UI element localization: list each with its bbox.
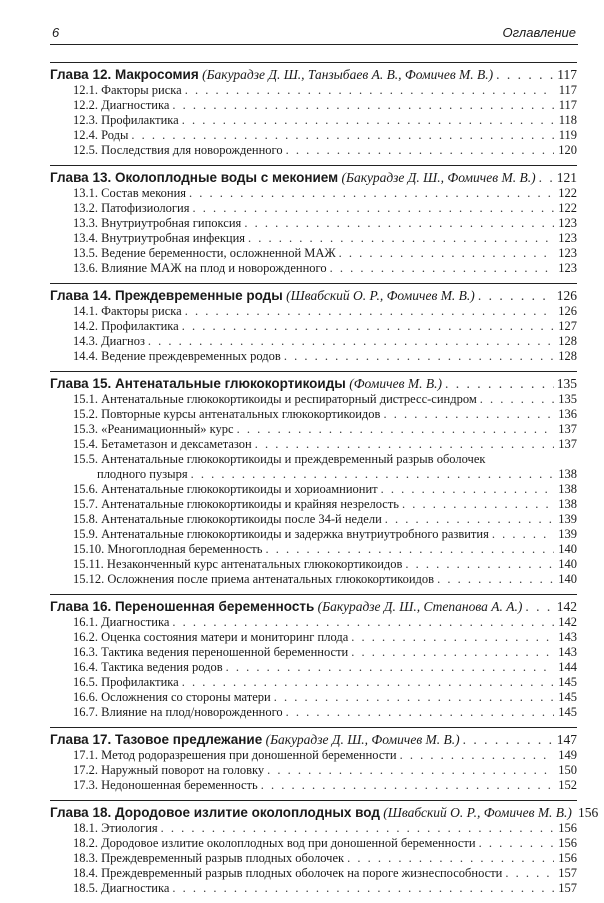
section-title: 15.6. Антенатальные глюкокортикоиды и хориоамнионит	[73, 482, 378, 496]
section-row[interactable]	[50, 675, 577, 690]
section-row[interactable]	[50, 512, 577, 527]
dot-leader	[385, 512, 554, 527]
section-page: 119	[558, 128, 577, 142]
chapter-page: 121	[556, 170, 577, 185]
chapter-row[interactable]	[50, 287, 577, 304]
section-row[interactable]	[50, 246, 577, 261]
section-title: 16.5. Профилактика	[73, 675, 179, 689]
section-row[interactable]	[50, 572, 577, 587]
dot-leader	[261, 778, 554, 793]
section-title: 17.3. Недоношенная беременность	[73, 778, 258, 792]
chapter-title-text: Глава 17. Тазовое предлежание	[50, 732, 263, 747]
section-row[interactable]	[50, 113, 577, 128]
dot-leader	[339, 246, 554, 261]
dot-leader	[525, 598, 553, 615]
dot-leader	[437, 572, 554, 587]
section-page: 138	[558, 482, 577, 496]
dot-leader	[226, 660, 554, 675]
section-page: 157	[558, 881, 577, 895]
chapter-block	[50, 594, 577, 720]
dot-leader	[182, 675, 554, 690]
table-of-contents	[50, 62, 599, 903]
chapter-row[interactable]	[50, 169, 577, 186]
section-title: 16.6. Осложнения со стороны матери	[73, 690, 271, 704]
section-title: 15.10. Многоплодная беременность	[73, 542, 263, 556]
section-title: 18.1. Этиология	[73, 821, 158, 835]
section-row[interactable]	[50, 660, 577, 675]
dot-leader	[189, 186, 554, 201]
dot-leader	[131, 128, 554, 143]
dot-leader	[383, 407, 554, 422]
section-row[interactable]	[50, 261, 577, 276]
section-title: 15.3. «Реанимационный» курс	[73, 422, 234, 436]
dot-leader	[463, 731, 554, 748]
section-row[interactable]	[50, 645, 577, 660]
section-title: 13.4. Внутриутробная инфекция	[73, 231, 246, 245]
chapter-authors: (Швабский О. Р., Фомичев М. В.)	[383, 805, 572, 820]
section-title: 14.4. Ведение преждевременных родов	[73, 349, 281, 363]
section-page: 140	[558, 542, 577, 556]
chapter-page: 147	[556, 732, 577, 747]
section-row[interactable]	[50, 497, 577, 512]
section-row[interactable]	[50, 778, 577, 793]
chapter-title-text: Глава 14. Преждевременные роды	[50, 288, 283, 303]
section-title: 15.1. Антенатальные глюкокортикоиды и респираторный дистресс-синдром	[73, 392, 477, 406]
dot-leader	[480, 392, 554, 407]
section-page: 139	[558, 527, 577, 541]
section-title: 18.4. Преждевременный разрыв плодных оболочек на пороге жизнеспособности	[73, 866, 503, 880]
dot-leader	[182, 113, 554, 128]
page-header	[50, 22, 578, 45]
section-title: 12.5. Последствия для новорожденного	[73, 143, 283, 157]
section-title: 18.5. Диагностика	[73, 881, 170, 895]
section-page: 123	[558, 216, 577, 230]
dot-leader	[351, 630, 554, 645]
section-row[interactable]	[50, 690, 577, 705]
chapter-page: 135	[556, 376, 577, 391]
section-page: 144	[558, 660, 577, 674]
section-title: 15.8. Антенатальные глюкокортикоиды после 34-й недели	[73, 512, 382, 526]
section-row[interactable]	[50, 83, 577, 98]
section-title: 13.2. Патофизиология	[73, 201, 190, 215]
section-title: 16.2. Оценка состояния матери и мониторинг плода	[73, 630, 349, 644]
section-page: 117	[558, 83, 577, 97]
section-row[interactable]	[50, 542, 577, 557]
chapter-title-text: Глава 15. Антенатальные глюкокортикоиды	[50, 376, 346, 391]
dot-leader	[185, 304, 554, 319]
section-row[interactable]	[50, 705, 577, 720]
chapter-authors: (Фомичев М. В.)	[349, 376, 442, 391]
dot-leader	[400, 748, 554, 763]
section-page: 156	[558, 821, 577, 835]
section-title: 16.7. Влияние на плод/новорожденного	[73, 705, 283, 719]
section-page: 150	[558, 763, 577, 777]
dot-leader	[255, 437, 554, 452]
chapter-block	[50, 283, 577, 364]
dot-leader	[172, 98, 554, 113]
dot-leader	[172, 615, 554, 630]
section-row[interactable]	[50, 881, 577, 896]
section-title: 14.2. Профилактика	[73, 319, 179, 333]
chapter-block	[50, 165, 577, 276]
section-row[interactable]	[50, 143, 577, 158]
section-row-continued[interactable]	[50, 467, 577, 482]
section-page: 138	[558, 467, 577, 481]
section-title: 14.3. Диагноз	[73, 334, 145, 348]
chapter-title-text: Глава 12. Макросомия	[50, 67, 199, 82]
section-page: 140	[558, 557, 577, 571]
section-title: 15.5. Антенатальные глюкокортикоиды и преждевременный разрыв оболочек	[73, 452, 486, 466]
chapter-authors: (Бакурадзе Д. Ш., Фомичев М. В.)	[341, 170, 536, 185]
dot-leader	[248, 231, 554, 246]
dot-leader	[496, 66, 554, 83]
dot-leader	[445, 375, 554, 392]
dot-leader	[405, 557, 554, 572]
section-title: 15.11. Незаконченный курс антенатальных глюкокортикоидов	[73, 557, 403, 571]
section-row[interactable]	[50, 763, 577, 778]
dot-leader	[244, 216, 554, 231]
section-title: 17.1. Метод родоразрешения при доношенной беременности	[73, 748, 397, 762]
chapter-title-text: Глава 18. Дородовое излитие околоплодных вод	[50, 805, 380, 820]
section-row[interactable]	[50, 186, 577, 201]
section-page: 126	[558, 304, 577, 318]
dot-leader	[492, 527, 554, 542]
chapter-title-text: Глава 16. Переношенная беременность	[50, 599, 315, 614]
chapter-authors: (Бакурадзе Д. Ш., Фомичев М. В.)	[265, 732, 460, 747]
section-page: 137	[558, 437, 577, 451]
chapter-row[interactable]	[50, 66, 577, 83]
dot-leader	[347, 851, 554, 866]
section-title: 18.3. Преждевременный разрыв плодных оболочек	[73, 851, 345, 865]
section-title: 16.3. Тактика ведения переношенной беременности	[73, 645, 349, 659]
section-row[interactable]	[50, 422, 577, 437]
section-page: 127	[558, 319, 577, 333]
section-page: 142	[558, 615, 577, 629]
section-page: 123	[558, 231, 577, 245]
section-page: 138	[558, 497, 577, 511]
dot-leader	[192, 201, 554, 216]
section-title: 16.1. Диагностика	[73, 615, 170, 629]
dot-leader	[381, 482, 554, 497]
section-row[interactable]	[50, 615, 577, 630]
section-row[interactable]	[50, 630, 577, 645]
section-page: 156	[558, 851, 577, 865]
chapter-authors: (Бакурадзе Д. Ш., Танзыбаев А. В., Фомичев М. В.)	[202, 67, 494, 82]
chapter-authors: (Швабский О. Р., Фомичев М. В.)	[286, 288, 475, 303]
section-title: 14.1. Факторы риска	[73, 304, 182, 318]
chapter-title	[50, 375, 442, 392]
section-page: 120	[558, 143, 577, 157]
dot-leader	[478, 287, 554, 304]
chapter-page: 156	[577, 805, 599, 820]
chapter-title	[50, 169, 536, 186]
section-row[interactable]	[50, 748, 577, 763]
dot-leader	[185, 83, 554, 98]
page-number: 6	[52, 25, 60, 40]
section-page: 123	[558, 246, 577, 260]
section-title: 12.1. Факторы риска	[73, 83, 182, 97]
section-row[interactable]	[50, 836, 577, 851]
chapter-row[interactable]	[50, 731, 577, 748]
section-page: 137	[558, 422, 577, 436]
dot-leader	[265, 542, 554, 557]
chapter-authors: (Бакурадзе Д. Ш., Степанова А. А.)	[317, 599, 523, 614]
section-row[interactable]	[50, 334, 577, 349]
section-title-continued: плодного пузыря	[97, 467, 188, 481]
dot-leader	[148, 334, 554, 349]
section-row[interactable]	[50, 231, 577, 246]
section-row[interactable]	[50, 392, 577, 407]
chapter-page: 126	[556, 288, 577, 303]
section-title: 12.2. Диагностика	[73, 98, 170, 112]
section-row[interactable]	[50, 866, 577, 881]
section-row[interactable]	[50, 216, 577, 231]
chapter-page: 117	[557, 67, 577, 82]
chapter-block	[50, 800, 599, 896]
section-page: 145	[558, 675, 577, 689]
section-title: 12.4. Роды	[73, 128, 129, 142]
section-page: 122	[558, 201, 577, 215]
dot-leader	[351, 645, 554, 660]
dot-leader	[539, 169, 554, 186]
section-page: 136	[558, 407, 577, 421]
section-row[interactable]	[50, 407, 577, 422]
dot-leader	[161, 821, 554, 836]
section-page: 143	[558, 630, 577, 644]
section-page: 157	[558, 866, 577, 880]
chapter-title	[50, 66, 493, 83]
section-title: 12.3. Профилактика	[73, 113, 179, 127]
dot-leader	[402, 497, 554, 512]
chapter-title	[50, 731, 460, 748]
section-page: 123	[558, 261, 577, 275]
section-row[interactable]	[50, 128, 577, 143]
chapter-page: 142	[556, 599, 577, 614]
chapter-block	[50, 371, 577, 587]
section-row[interactable]	[50, 851, 577, 866]
section-page: 118	[558, 113, 577, 127]
section-row[interactable]	[50, 349, 577, 364]
section-page: 156	[558, 836, 577, 850]
section-page: 140	[558, 572, 577, 586]
section-row[interactable]	[50, 527, 577, 542]
section-row[interactable]	[50, 319, 577, 334]
section-page: 128	[558, 334, 577, 348]
section-title: 13.6. Влияние МАЖ на плод и новорожденного	[73, 261, 327, 275]
chapter-block	[50, 727, 577, 793]
dot-leader	[274, 690, 554, 705]
chapter-row[interactable]	[50, 598, 577, 615]
dot-leader	[286, 705, 554, 720]
section-title: 13.3. Внутриутробная гипоксия	[73, 216, 242, 230]
section-title: 13.5. Ведение беременности, осложненной МАЖ	[73, 246, 336, 260]
running-title: Оглавление	[502, 25, 576, 40]
section-title: 15.2. Повторные курсы антенатальных глюкокортикоидов	[73, 407, 381, 421]
dot-leader	[182, 319, 554, 334]
section-row[interactable]	[50, 557, 577, 572]
chapter-title-text: Глава 13. Околоплодные воды с меконием	[50, 170, 339, 185]
section-page: 117	[558, 98, 577, 112]
section-page: 143	[558, 645, 577, 659]
section-page: 149	[558, 748, 577, 762]
chapter-title	[50, 804, 572, 821]
dot-leader	[267, 763, 554, 778]
dot-leader	[284, 349, 554, 364]
section-title: 16.4. Тактика ведения родов	[73, 660, 223, 674]
section-row[interactable]	[50, 98, 577, 113]
section-title: 18.2. Дородовое излитие околоплодных вод при доношенной беременности	[73, 836, 476, 850]
chapter-block	[50, 62, 577, 158]
section-title: 15.12. Осложнения после приема антенатальных глюкокортикоидов	[73, 572, 435, 586]
section-row[interactable]	[50, 304, 577, 319]
dot-leader	[330, 261, 554, 276]
section-row[interactable]	[50, 482, 577, 497]
section-page: 139	[558, 512, 577, 526]
section-title: 13.1. Состав мекония	[73, 186, 187, 200]
dot-leader	[479, 836, 554, 851]
section-page: 152	[558, 778, 577, 792]
section-title: 17.2. Наружный поворот на головку	[73, 763, 265, 777]
dot-leader	[191, 467, 554, 482]
section-page: 145	[558, 690, 577, 704]
chapter-row[interactable]	[50, 804, 599, 821]
section-row[interactable]	[50, 201, 577, 216]
section-page: 145	[558, 705, 577, 719]
section-page: 135	[558, 392, 577, 406]
dot-leader	[505, 866, 554, 881]
chapter-title	[50, 287, 475, 304]
section-title: 15.7. Антенатальные глюкокортикоиды и крайняя незрелость	[73, 497, 400, 511]
section-row[interactable]	[50, 821, 577, 836]
dot-leader	[172, 881, 554, 896]
dot-leader	[237, 422, 554, 437]
section-row[interactable]	[50, 437, 577, 452]
dot-leader	[286, 143, 554, 158]
section-title: 15.9. Антенатальные глюкокортикоиды и задержка внутриутробного развития	[73, 527, 489, 541]
chapter-row[interactable]	[50, 375, 577, 392]
section-page: 122	[558, 186, 577, 200]
section-row[interactable]	[50, 452, 577, 467]
section-title: 15.4. Бетаметазон и дексаметазон	[73, 437, 252, 451]
chapter-title	[50, 598, 522, 615]
section-page: 128	[558, 349, 577, 363]
